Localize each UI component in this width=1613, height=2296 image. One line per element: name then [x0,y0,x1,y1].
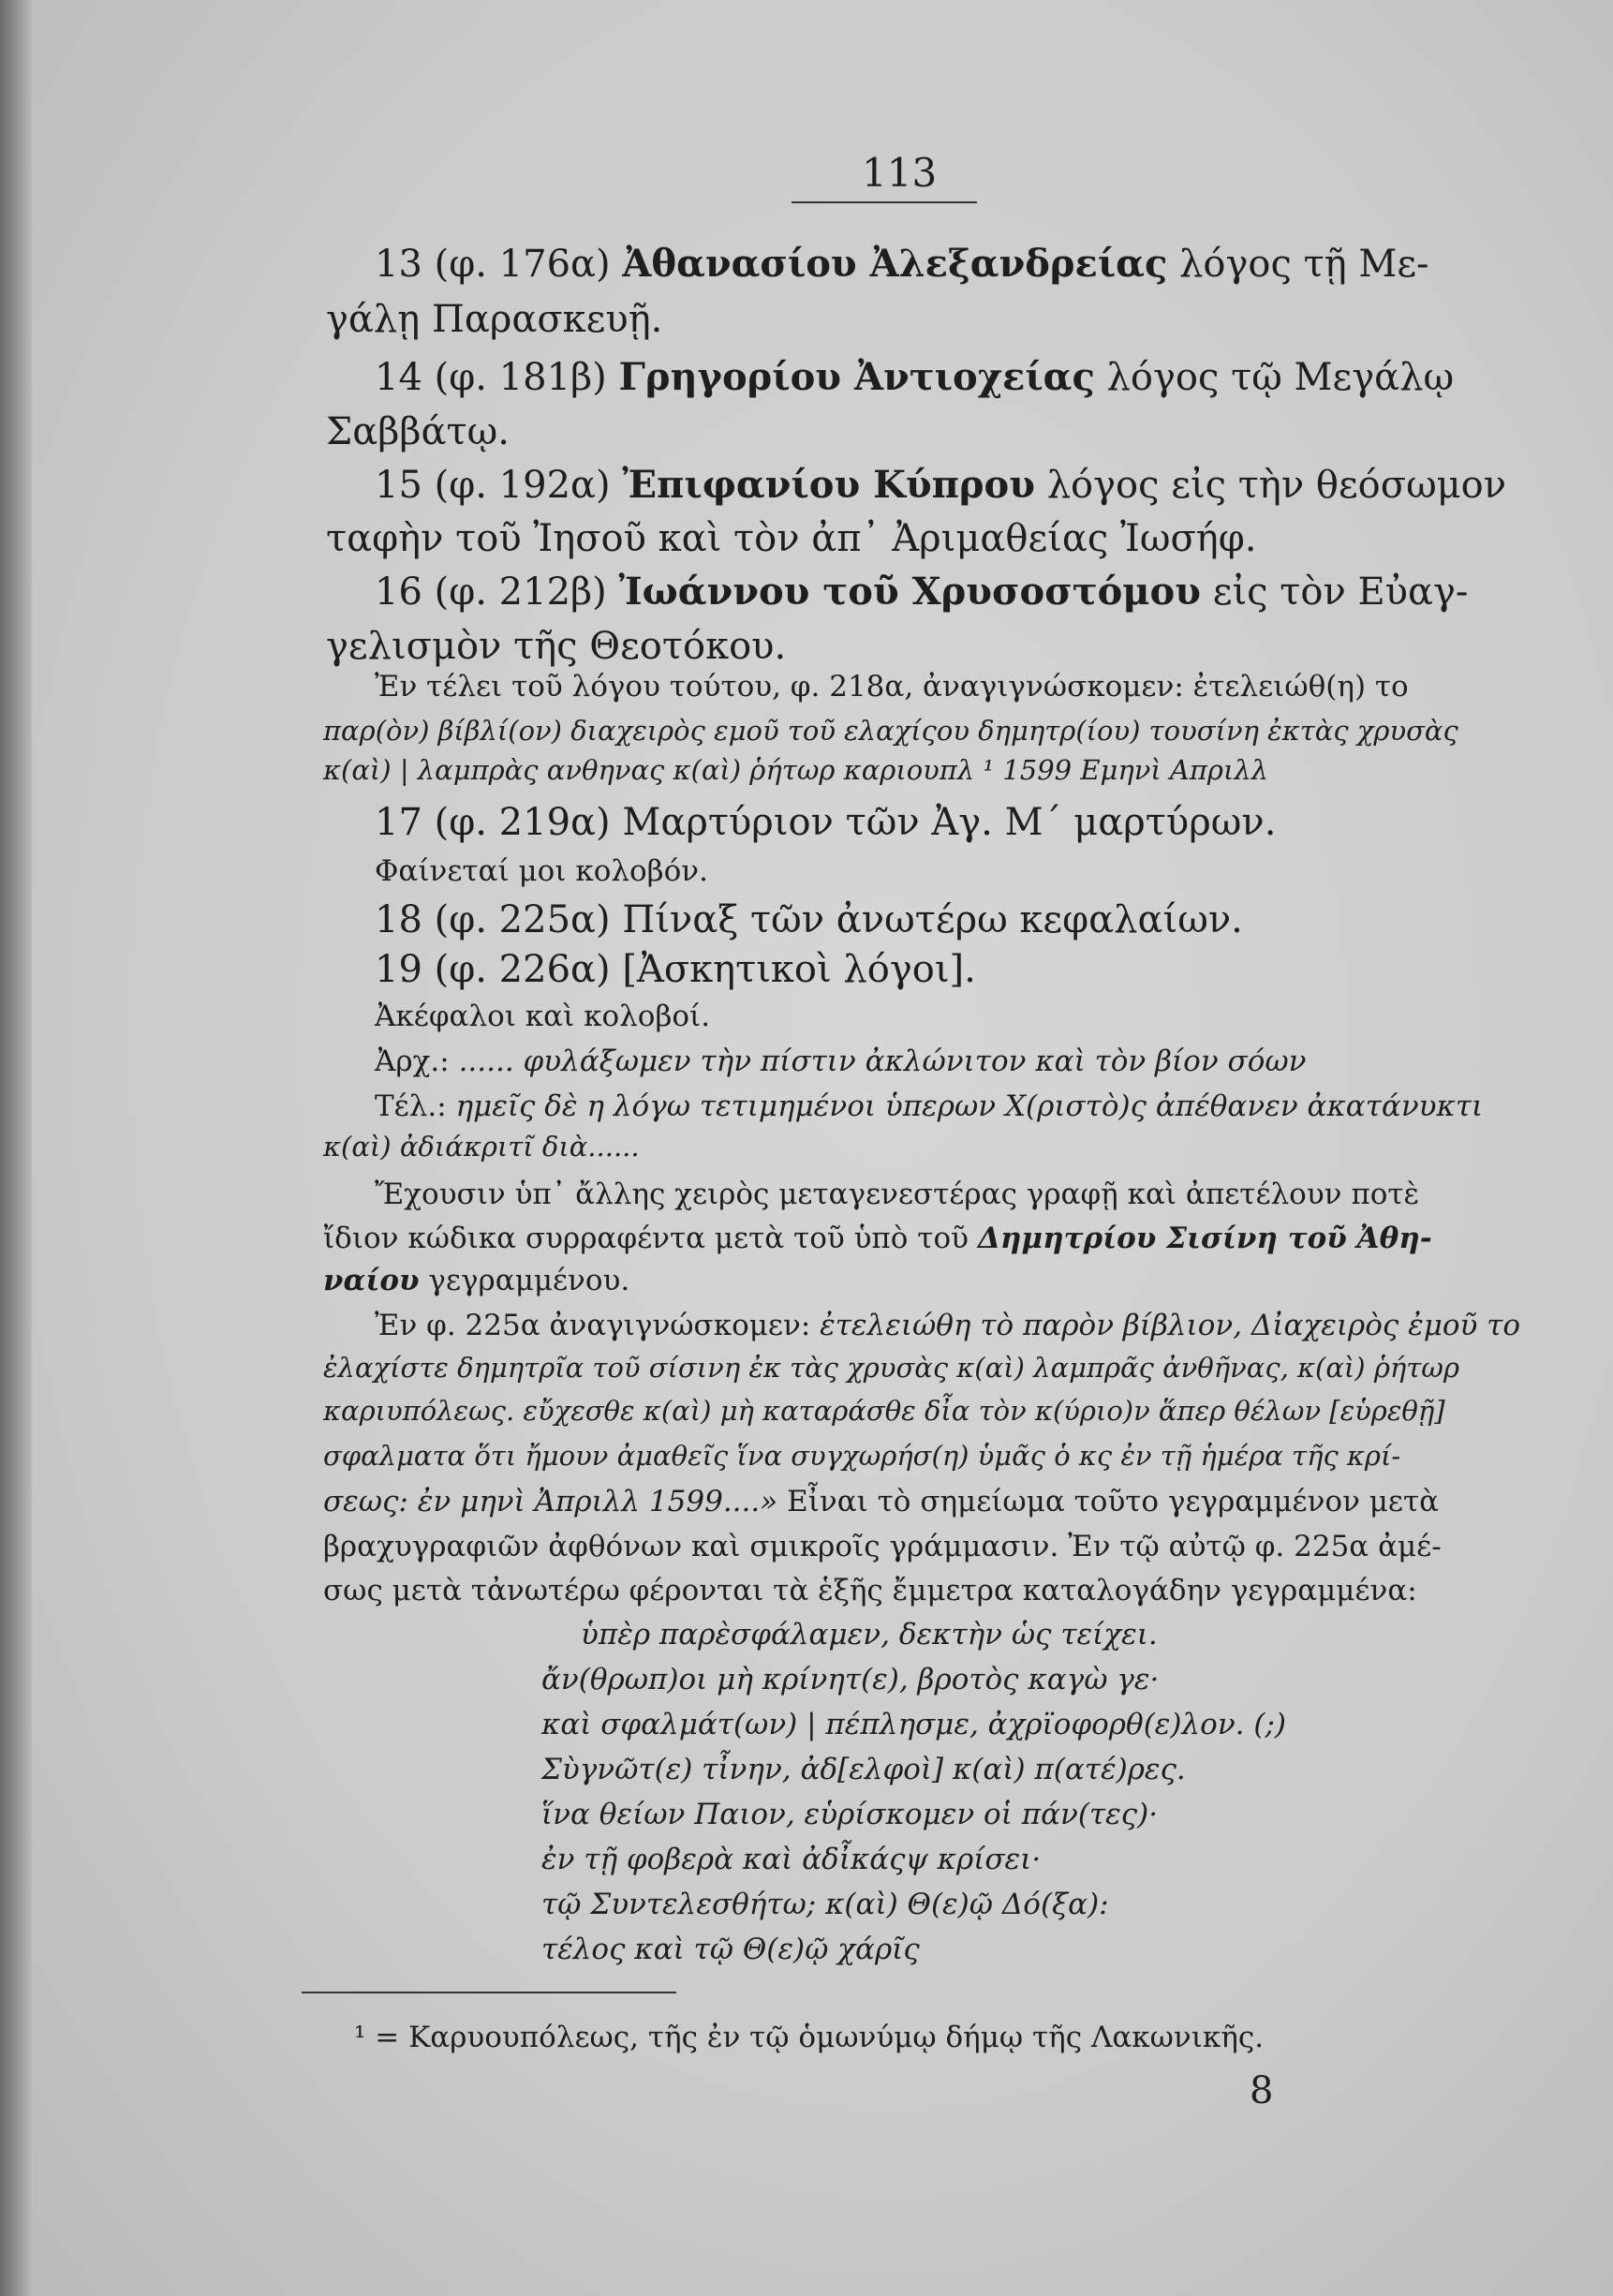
entry-14-line-1 [375,355,1455,399]
page-binding-shadow [0,0,32,2296]
folio-ref: (φ. 181β) [434,356,607,399]
incipit [375,1044,1307,1078]
colophon-end: σεως: ἐν μηνὶ Ἀπριλλ 1599....» [323,1485,778,1518]
folio-ref: (φ. 176α) [434,243,611,286]
entry-text: λόγος εἰς τὴν θεόσωμον [1046,464,1507,507]
author-name: Ἐπιφανίου Κύπρου [622,463,1035,507]
author-name: Ἀθανασίου Ἀλεξανδρείας [622,242,1168,286]
scribe-name-cont: ναίου [323,1264,420,1297]
para-1-line-2 [323,1224,1432,1253]
para-1-line-3 [323,1264,630,1297]
para-2-line-5 [323,1485,1440,1518]
folio-ref: (φ. 226α) [434,948,611,991]
entry-text: λόγος τῷ Μεγάλῳ [1106,356,1455,399]
verse-line: ἄν(θρωπ)οι μὴ κρίνητ(ε), βροτὸς καγὼ γε· [541,1663,1160,1696]
incipit-label: Ἀρχ.: [375,1044,450,1078]
incipit-text: ...... φυλάξωμεν τὴν πίστιν ἀκλώνιτον καὶ τὸν βίον σόων [458,1044,1307,1078]
entry-16-line-1 [375,570,1469,614]
para-2-lead: Ἐν φ. 225α ἀναγιγνώσκομεν: [375,1309,811,1342]
signature-mark: 8 [1250,2069,1274,2112]
footnote: ¹ = Καρυουπόλεως, τῆς ἐν τῷ ὁμωνύμῳ δήμῳ τῆς Λακωνικῆς. [354,2021,1265,2054]
folio-ref: (φ. 225α) [434,898,611,941]
entry-14-line-2: Σαββάτῳ. [326,410,511,453]
scribe-name: Δημητρίου Σισίνη τοῦ Ἀθη- [977,1222,1432,1255]
para-2-text: Εἶναι τὸ σημείωμα τοῦτο γεγραμμένον μετὰ [787,1485,1440,1518]
entry-number: 17 [375,801,422,844]
note-16-line-3: κ(αὶ) | λαμπρὰς ανθηνας κ(αὶ) ῥήτωρ καριουπλ ¹ 1599 Εμηνὶ Απριλλ [323,754,1269,786]
entry-number: 15 [375,464,422,507]
para-2-line-3: καριυπόλεως. εὔχεσθε κ(αὶ) μὴ καταράσθε δἶα τὸν κ(ύριο)ν ἅπερ θέλων [εὑρεθῇ] [323,1395,1445,1427]
entry-text: λόγος τῇ Με- [1179,243,1429,286]
explicit [375,1089,1484,1123]
author-name: Γρηγορίου Ἀντιοχείας [618,355,1095,399]
para-2-line-6: βραχυγραφιῶν ἀφθόνων καὶ σμικροῖς γράμμασιν. Ἐν τῷ αὐτῷ φ. 225α ἀμέ- [323,1530,1442,1563]
colophon-text: ἐτελειώθη τὸ παρὸν βίβλιον, Δἰαχειρὸς ἐμοῦ το [820,1309,1521,1342]
entry-text: Πίναξ τῶν ἀνωτέρω κεφαλαίων. [622,898,1243,941]
entry-13-line-1 [375,242,1429,286]
page-number: 113 [862,150,938,196]
entry-16-line-2: γελισμὸν τῆς Θεοτόκου. [326,625,787,668]
para-1-text-end: γεγραμμένου. [428,1264,630,1297]
entry-18 [375,898,1243,941]
folio-ref: (φ. 192α) [434,464,611,507]
verse-line: ἐν τῇ φοβερὰ καὶ ἀδἶκάςψ κρίσει· [541,1843,1042,1876]
entry-17-note: Φαίνεταί μοι κολοβόν. [375,854,708,888]
folio-ref: (φ. 219α) [434,801,611,844]
note-16-line-1: Ἐν τέλει τοῦ λόγου τούτου, φ. 218α, ἀναγιγνώσκομεν: ἐτελειώθ(η) το [375,670,1409,704]
entry-number: 13 [375,243,422,286]
footnote-rule [302,1992,676,1993]
author-name: Ἰωάννου τοῦ Χρυσοστόμου [618,570,1201,614]
entry-text: [Ἀσκητικοὶ λόγοι]. [622,948,976,991]
entry-15-line-2: ταφὴν τοῦ Ἰησοῦ καὶ τὸν ἀπ᾽ Ἀριμαθείας Ἰωσήφ. [326,517,1257,560]
entry-15-line-1 [375,463,1507,507]
para-1-line-1: Ἔχουσιν ὑπ᾽ ἄλλης χειρὸς μεταγενεστέρας γραφῇ καὶ ἀπετέλουν ποτὲ [375,1178,1420,1211]
verse-line: Σὺγνῶτ(ε) τἶνην, ἀδ[ελφοὶ] κ(αὶ) π(ατέ)ρες. [541,1753,1186,1786]
entry-number: 16 [375,570,422,614]
para-2-line-7: σως μετὰ τἀνωτέρω φέρονται τὰ ἑξῆς ἔμμετρα καταλογάδην γεγραμμένα: [323,1574,1417,1607]
para-2-line-1 [375,1311,1520,1341]
folio-ref: (φ. 212β) [434,570,607,614]
verse-line: ἵνα θείων Παιον, εὑρίσκομεν οἱ πάν(τες)· [541,1798,1159,1831]
verse-line: τῷ Συντελεσθήτω; κ(αὶ) Θ(ε)ῷ Δό(ξα): [541,1888,1109,1921]
para-2-line-2: ἐλαχίστε δημητρῖα τοῦ σίσινη ἐκ τὰς χρυσὰς κ(αὶ) λαμπρᾶς ἀνθῆνας, κ(αὶ) ῥήτωρ [323,1352,1459,1384]
entry-number: 19 [375,948,422,991]
entry-number: 18 [375,898,422,941]
entry-text: Μαρτύριον τῶν Ἀγ. Μ´ μαρτύρων. [622,801,1277,844]
explicit-label: Τέλ.: [375,1089,447,1123]
verse-line: τέλος καὶ τῷ Θ(ε)ῷ χάρῖς [541,1933,920,1966]
entry-13-line-2: γάλῃ Παρασκευῇ. [326,298,663,341]
entry-17 [375,801,1277,844]
entry-text: εἰς τὸν Εὐαγ- [1212,570,1469,614]
verse-line: ὑπὲρ παρὲσφάλαμεν, δεκτὴν ὡς τείχει. [581,1618,1158,1652]
para-1-text: ἴδιον κώδικα συρραφέντα μετὰ τοῦ ὑπὸ τοῦ [323,1222,969,1255]
entry-number: 14 [375,356,422,399]
header-rule [792,201,977,203]
para-2-line-4: σφαλματα ὅτι ἤμουν ἀμαθεῖς ἵνα συγχωρήσ(η) ὑμᾶς ὁ κς ἐν τῇ ἡμέρα τῆς κρί- [323,1440,1401,1472]
verse-line: καὶ σφαλμάτ(ων) | πέπλησμε, ἀχρϊοφορθ(ε)λον. (;) [541,1708,1287,1741]
explicit-text: ημεῖς δὲ η λόγω τετιμημένοι ὑπερων Χ(ριστὸ)ς ἀπέθανεν ἀκατάνυκτι [455,1089,1484,1123]
explicit-line-2: κ(αὶ) ἀδιάκριτῖ διὰ...... [323,1131,640,1163]
entry-19-note: Ἀκέφαλοι καὶ κολοβοί. [375,1000,711,1033]
note-16-line-2: παρ(ὸν) βίβλί(ον) διαχειρὸς εμοῦ τοῦ ελαχίςου δημητρ(ίου) τουσίνη ἐκτὰς χρυσὰς [323,715,1458,747]
entry-19 [375,948,976,991]
